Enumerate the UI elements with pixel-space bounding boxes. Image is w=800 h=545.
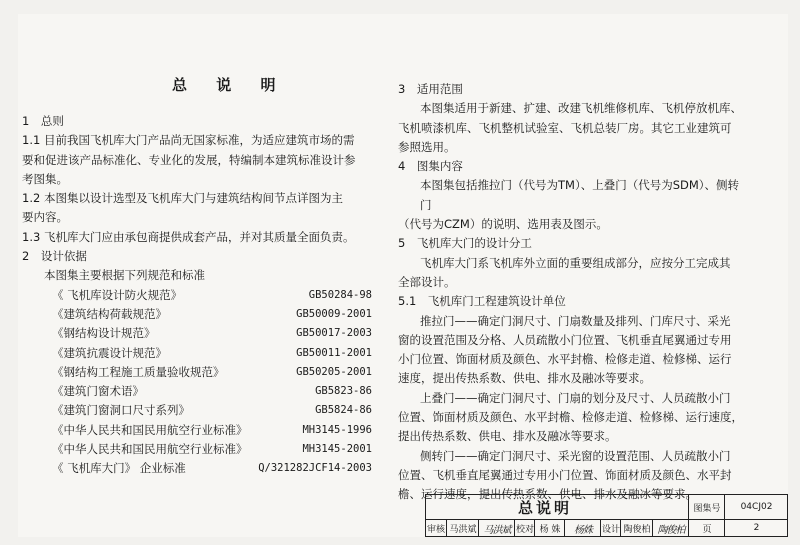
left-column bbox=[22, 54, 392, 479]
atlas-label: 图集号 bbox=[688, 495, 725, 519]
reference-row: 《中华人民共和国民用航空行业标准》 MH3145-1996 bbox=[52, 422, 372, 437]
text-line: 飞机喷漆机库、飞机整机试验室、飞机总装厂房。其它工业建筑可 bbox=[398, 120, 732, 135]
text-line: 本图集适用于新建、扩建、改建飞机维修机库、飞机停放机库、 bbox=[420, 101, 742, 116]
text-line: 考图集。 bbox=[22, 171, 68, 186]
reference-row: 《建筑结构荷载规范》 GB50009-2001 bbox=[52, 306, 372, 321]
text-line: 位置、饰面材质及颜色、水平封檐、检修走道、检修梯、运行速度， bbox=[398, 410, 743, 425]
heading-scope: 3 适用范围 bbox=[398, 82, 463, 96]
checker-name: 杨 姝 bbox=[534, 520, 565, 536]
text-line: 要和促进该产品标准化、专业化的发展，特编制本建筑标准设计参 bbox=[22, 152, 356, 167]
text-line: 小门位置、饰面材质及颜色、水平封檐、检修走道、检修梯、运行 bbox=[398, 352, 732, 367]
reference-row: 《中华人民共和国民用航空行业标准》 MH3145-2001 bbox=[52, 442, 372, 457]
check-label: 校对 bbox=[514, 520, 535, 536]
reference-row: 《 飞机库大门》 企业标准 Q/321282JCF14-2003 bbox=[52, 461, 372, 476]
reviewer-name: 马洪斌 bbox=[446, 520, 479, 536]
text-line: 飞机库大门系飞机库外立面的重要组成部分，应按分工完成其 bbox=[420, 255, 731, 270]
checker-signature: 杨姝 bbox=[564, 520, 601, 536]
reference-row: 《建筑抗震设计规范》 GB50011-2001 bbox=[52, 345, 372, 360]
text-line: 窗的设置范围及分格、人员疏散小门位置、飞机垂直尾翼通过专用 bbox=[398, 332, 732, 347]
drawing-name: 总说明 bbox=[518, 499, 573, 517]
reviewer-signature: 马洪斌 bbox=[478, 520, 515, 536]
text-line: 速度，提出传热系数、供电、排水及融冰等要求。 bbox=[398, 371, 651, 386]
right-column bbox=[398, 80, 750, 505]
page-label: 页 bbox=[688, 520, 725, 536]
text-line: 提出传热系数、供电、排水及融冰等要求。 bbox=[398, 429, 617, 444]
heading-contents: 4 图集内容 bbox=[398, 159, 463, 174]
heading-design-division: 5 飞机库大门的设计分工 bbox=[398, 236, 532, 251]
text-line: 参照选用。 bbox=[398, 139, 456, 154]
text-line: 檐、运行速度，提出传热系数、供电、排水及融冰等要求。 bbox=[398, 487, 697, 502]
heading-basis: 2 设计依据 bbox=[22, 249, 87, 264]
design-label: 设计 bbox=[600, 520, 621, 536]
reference-row: 《建筑门窗术语》 GB5823-86 bbox=[52, 384, 372, 399]
review-label: 审核 bbox=[426, 524, 445, 535]
designer-signature: 陶俊柏 bbox=[652, 520, 689, 536]
text-line: 本图集主要根据下列规范和标准 bbox=[44, 268, 205, 283]
text-line: 1.2 本图集以设计选型及飞机库大门与建筑结构间节点详图为主 bbox=[22, 191, 343, 206]
heading-general: 1 总则 bbox=[22, 114, 64, 128]
page-number: 2 bbox=[724, 520, 788, 536]
text-line: 本图集包括推拉门（代号为TM）、上叠门（代号为SDM）、侧转门 bbox=[420, 178, 740, 212]
text-line: 位置、飞机垂直尾翼通过专用小门位置、饰面材质及颜色、水平封 bbox=[398, 467, 732, 482]
reference-row: 《钢结构工程施工质量验收规范》 GB50205-2001 bbox=[52, 364, 372, 379]
title-block bbox=[425, 494, 788, 537]
text-line: 1.3 飞机库大门应由承包商提供成套产品，并对其质量全面负责。 bbox=[22, 229, 355, 244]
text-line: 1.1 目前我国飞机库大门产品尚无国家标准，为适应建筑市场的需 bbox=[22, 133, 355, 148]
text-line: 上叠门——确定门洞尺寸、门扇的划分及尺寸、人员疏散小门 bbox=[420, 390, 731, 405]
reference-row: 《 飞机库设计防火规范》 GB50284-98 bbox=[52, 287, 372, 302]
atlas-number: 04CJ02 bbox=[724, 495, 788, 519]
heading-5-1: 5.1 飞机库门工程建筑设计单位 bbox=[398, 294, 566, 309]
title-block-top-row bbox=[426, 495, 787, 520]
text-line: （代号为CZM）的说明、选用表及图示。 bbox=[398, 217, 608, 232]
designer-name: 陶俊柏 bbox=[620, 520, 653, 536]
text-line: 侧转门——确定门洞尺寸、采光窗的设置范围、人员疏散小门 bbox=[420, 448, 731, 463]
page-title: 总 说 明 bbox=[172, 76, 288, 94]
title-block-bottom-row bbox=[426, 520, 787, 536]
text-line: 推拉门——确定门洞尺寸、门扇数量及排列、门库尺寸、采光 bbox=[420, 313, 731, 328]
reference-row: 《钢结构设计规范》 GB50017-2003 bbox=[52, 326, 372, 341]
reference-row: 《建筑门窗洞口尺寸系列》 GB5824-86 bbox=[52, 403, 372, 418]
text-line: 全部设计。 bbox=[398, 274, 456, 289]
text-line: 要内容。 bbox=[22, 210, 68, 225]
